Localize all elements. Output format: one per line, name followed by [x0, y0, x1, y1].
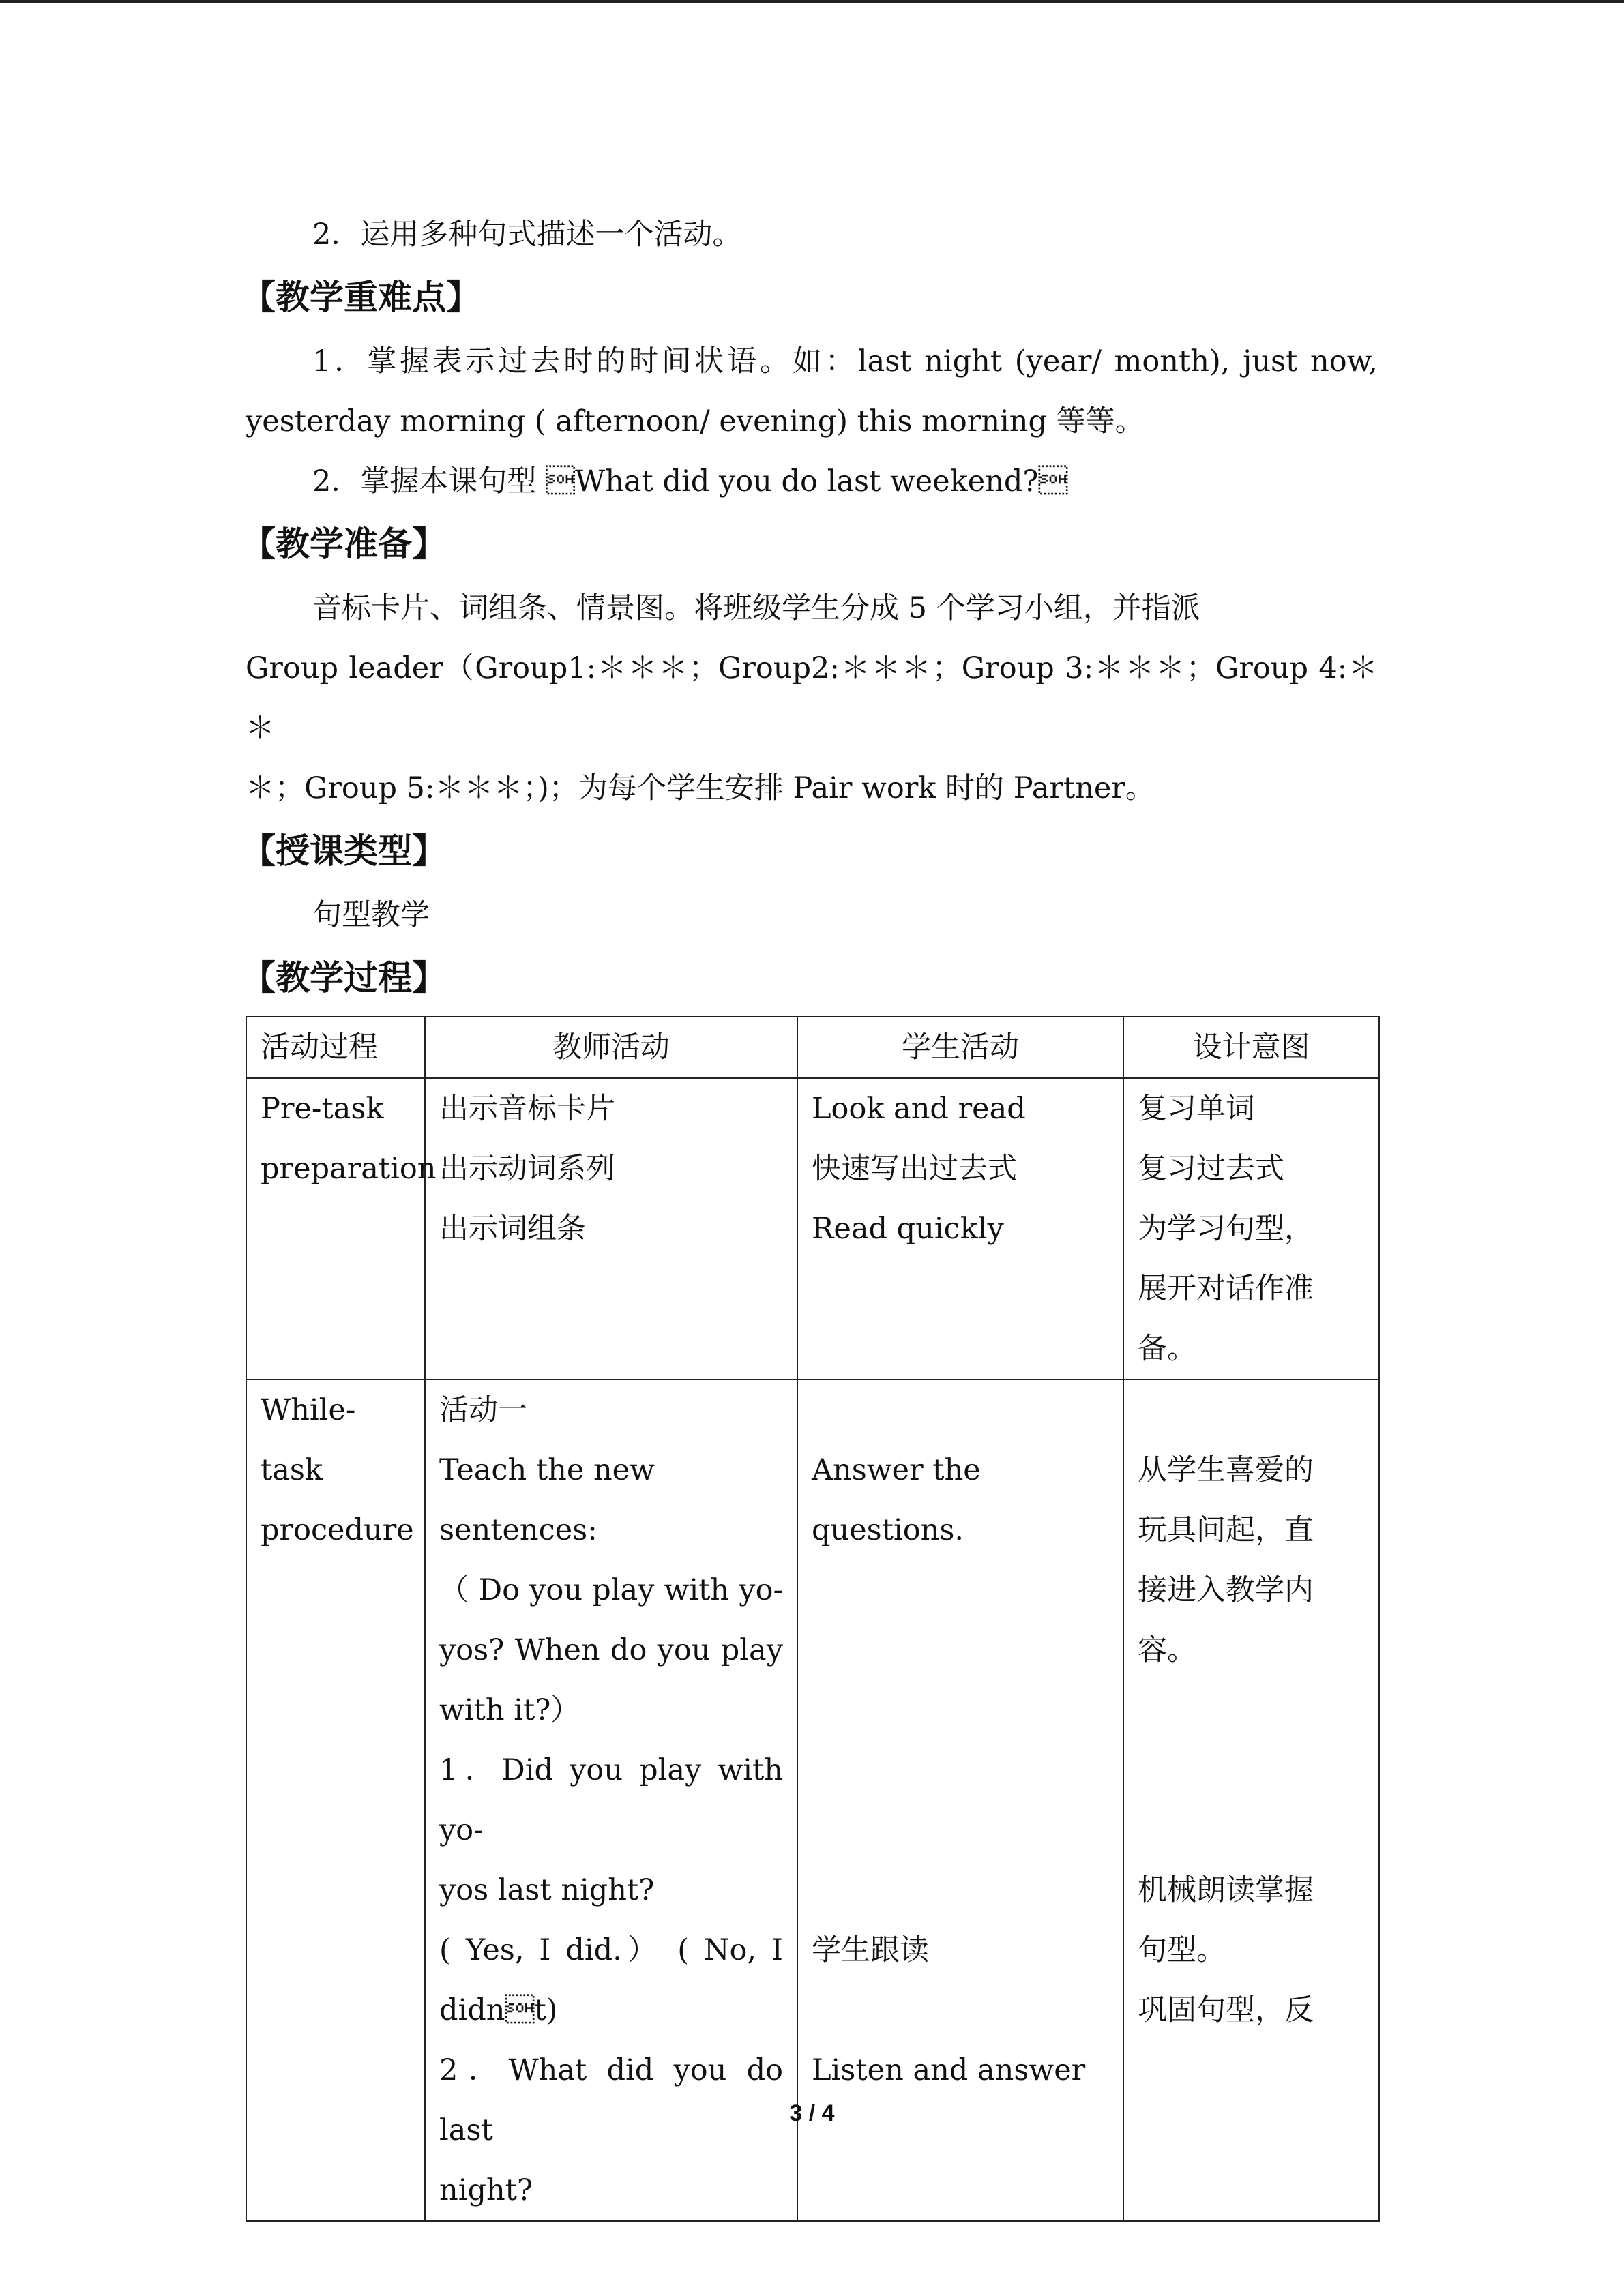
cell-line: Look and read [812, 1092, 1026, 1126]
table-header-row [246, 1017, 1379, 1078]
cell-spacer [1138, 1740, 1365, 1800]
teaching-process-table [246, 1016, 1380, 2222]
cell-spacer [812, 1680, 1109, 1740]
cell-line: 快速写出过去式 [812, 1152, 1017, 1186]
cell-line: 为学习句型， [1138, 1212, 1314, 1246]
cell-line: 容。 [1138, 1633, 1196, 1667]
header-cell: 设计意图 [1123, 1017, 1379, 1078]
table-cell [1123, 1078, 1379, 1380]
page-top-border [0, 0, 1624, 3]
objective-line: 2．运用多种句式描述一个活动。 [312, 218, 742, 252]
key-point-1-cont: yesterday morning ( afternoon/ evening) this morning 等等。 [246, 404, 1145, 438]
preparation-line-3: ＊；Group 5:＊＊＊；)；为每个学生安排 Pair work 时的 Partner。 [246, 771, 1155, 805]
table-cell [425, 1078, 797, 1380]
table-cell [246, 1078, 437, 1380]
cell-line: night? [439, 2173, 533, 2207]
lesson-type: 句型教学 [312, 898, 430, 932]
cell-line: 机械朗读掌握 [1138, 1873, 1314, 1907]
cell-line: （ Do you play with yo- [439, 1573, 783, 1607]
page-number: 3 / 4 [789, 2100, 835, 2126]
cell-line: 2．What did you do last [439, 2053, 783, 2147]
cell-line: 1．Did you play with yo- [439, 1753, 783, 1847]
cell-line: with it?） [439, 1693, 580, 1727]
cell-line: Teach the new sentences: [439, 1453, 655, 1547]
document-body [241, 205, 1378, 1012]
cell-line: 接进入教学内 [1138, 1573, 1314, 1607]
table-cell [1123, 1380, 1379, 2221]
cell-line: 学生跟读 [812, 1933, 929, 1967]
table-row [246, 1380, 1379, 2221]
cell-spacer [812, 1740, 1109, 1800]
cell-spacer [812, 1560, 1109, 1620]
preparation-line-2: Group leader（Group1:＊＊＊；Group2:＊＊＊；Group 3:＊＊＊；Group 4:＊＊ [246, 651, 1378, 745]
cell-line: 展开对话作准 [1138, 1272, 1314, 1306]
table-cell [797, 1078, 1123, 1380]
cell-spacer [1138, 1680, 1365, 1740]
preparation-line-1: 音标卡片、词组条、情景图。将班级学生分成 5 个学习小组，并指派 [312, 591, 1200, 625]
cell-line: Answer the questions. [812, 1453, 981, 1547]
cell-line: 巩固句型，反 [1138, 1993, 1314, 2027]
cell-spacer [1138, 1800, 1365, 1860]
cell-spacer [812, 1980, 1109, 2040]
table-cell [425, 1380, 797, 2221]
cell-spacer [812, 1620, 1109, 1680]
table-cell [246, 1380, 425, 2221]
header-cell: 学生活动 [797, 1017, 1123, 1078]
cell-line: 从学生喜爱的 [1138, 1453, 1314, 1487]
cell-line: 复习单词 [1138, 1092, 1255, 1126]
cell-line: 句型。 [1138, 1933, 1226, 1967]
cell-line: 复习过去式 [1138, 1152, 1284, 1186]
cell-line: yos? When do you play [439, 1633, 783, 1667]
cell-line: While-task [261, 1393, 356, 1487]
section-title-key-points: 【教学重难点】 [241, 278, 480, 317]
cell-line: Listen and answer [812, 2053, 1086, 2087]
cell-line: 出示音标卡片 [439, 1092, 615, 1126]
header-cell: 活动过程 [246, 1017, 425, 1078]
cell-line: procedure [261, 1513, 414, 1547]
cell-line: 出示词组条 [439, 1212, 586, 1246]
section-title-process: 【教学过程】 [241, 958, 446, 998]
cell-spacer [812, 1800, 1109, 1860]
key-point-1: 1．掌握表示过去时的时间状语。如：last night (year/ month), just now, [312, 344, 1378, 378]
cell-line: 备。 [1138, 1332, 1196, 1366]
cell-line: Pre-task [261, 1092, 384, 1126]
cell-line [812, 1380, 1109, 1440]
cell-line: Read quickly [812, 1212, 1004, 1246]
key-point-2: 2．掌握本课句型 What did you do last weekend? [312, 464, 1068, 498]
table-cell [797, 1380, 1123, 2221]
cell-line: 出示动词系列 [439, 1152, 615, 1186]
cell-spacer [812, 1860, 1109, 1920]
section-title-lesson-type: 【授课类型】 [241, 831, 446, 871]
cell-line: 玩具问起，直 [1138, 1513, 1314, 1547]
table-row [246, 1078, 1379, 1380]
cell-line: ( Yes, I did.） ( No, I [439, 1933, 783, 1967]
cell-line: yos last night? [439, 1873, 655, 1907]
header-cell: 教师活动 [425, 1017, 797, 1078]
section-title-preparation: 【教学准备】 [241, 524, 446, 564]
cell-line: didnt) [439, 1993, 558, 2027]
cell-spacer [1138, 1380, 1365, 1440]
cell-line: 活动一 [439, 1393, 527, 1427]
cell-line: preparation [261, 1152, 437, 1186]
